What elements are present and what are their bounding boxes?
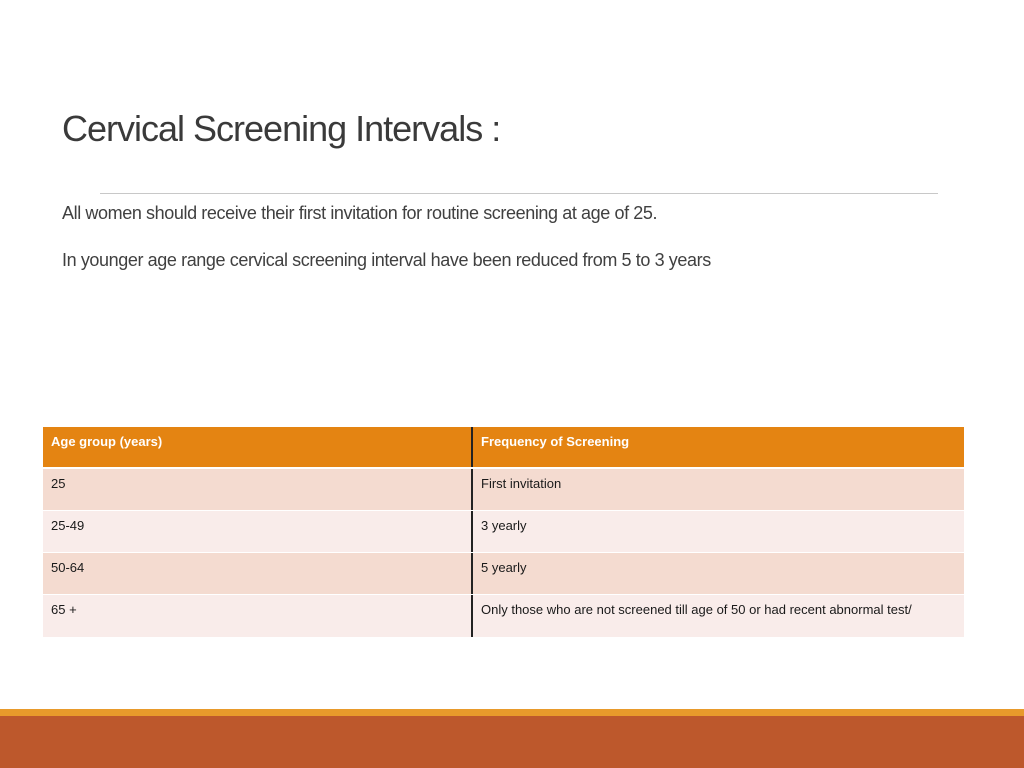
frequency-cell: First invitation <box>471 469 964 510</box>
age-cell: 65 + <box>51 602 77 617</box>
body-text-1: All women should receive their first invitation for routine screening at age of 25. <box>62 203 658 223</box>
table-row <box>43 511 964 553</box>
header-frequency: Frequency of Screening <box>471 427 964 467</box>
age-cell: 25-49 <box>51 518 85 533</box>
header-age-group: Age group (years) <box>51 434 163 449</box>
title-divider <box>100 193 938 194</box>
table-row <box>43 469 964 511</box>
footer-bar <box>0 716 1024 768</box>
frequency-cell: 3 yearly <box>471 511 964 552</box>
screening-table <box>43 427 964 638</box>
frequency-cell: Only those who are not screened till age of 50 or had recent abnormal test/ <box>471 595 964 637</box>
footer-accent-line <box>0 709 1024 716</box>
body-text-2: In younger age range cervical screening interval have been reduced from 5 to 3 years <box>62 250 711 270</box>
table-header-row <box>43 427 964 469</box>
slide-title: Cervical Screening Intervals : <box>62 108 501 149</box>
table-row <box>43 553 964 595</box>
age-cell: 50-64 <box>51 560 85 575</box>
frequency-cell: 5 yearly <box>471 553 964 594</box>
table-row <box>43 595 964 638</box>
age-cell: 25 <box>51 476 66 491</box>
